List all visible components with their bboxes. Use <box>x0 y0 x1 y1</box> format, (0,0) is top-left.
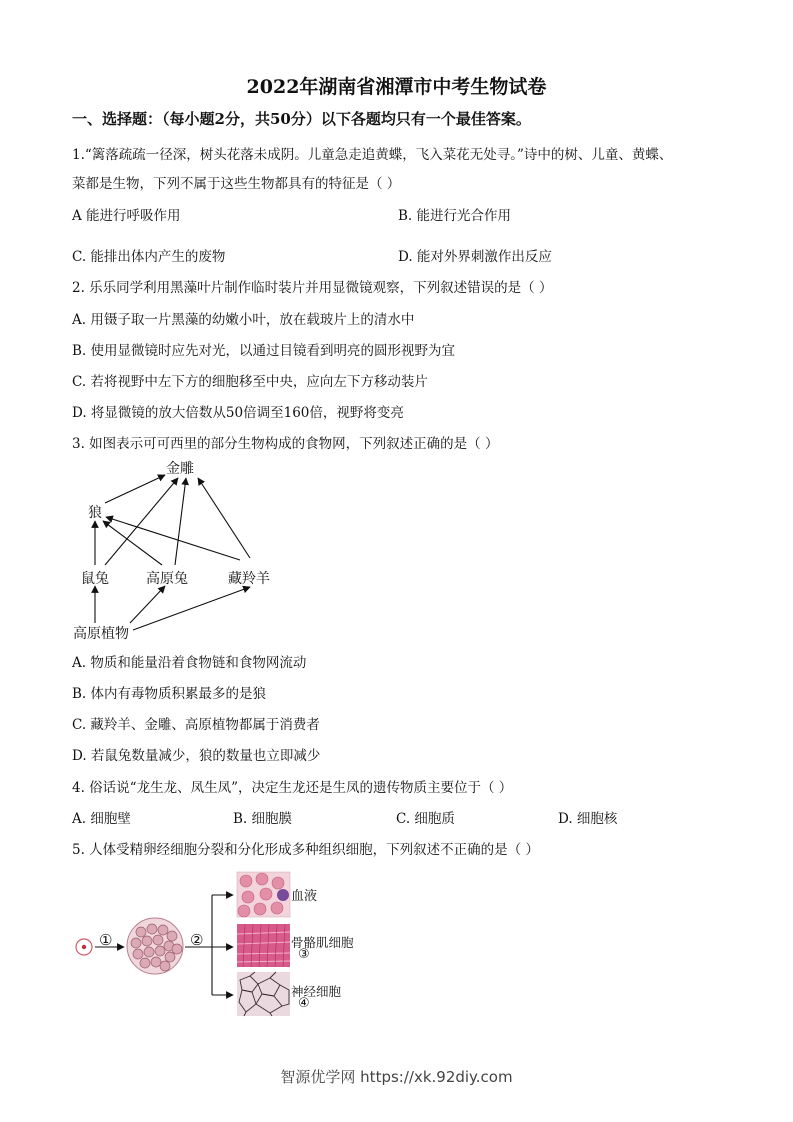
q4-stem: 4. 俗话说“龙生龙、凤生凤”，决定生龙还是生凤的遗传物质主要位于（ ） <box>72 780 513 796</box>
muscle-label: 骨骼肌细胞 <box>291 935 354 950</box>
q4-option-d: D. 细胞核 <box>558 811 618 827</box>
q4-option-c: C. 细胞质 <box>396 811 455 827</box>
muscle-tissue-image <box>237 924 290 967</box>
page-title: 2022年湖南省湘潭市中考生物试卷 <box>246 76 547 98</box>
q2-stem: 2. 乐乐同学利用黑藻叶片制作临时装片并用显微镜观察，下列叙述错误的是（ ） <box>72 280 553 296</box>
cell-cluster <box>127 918 183 974</box>
q3-option-d: D. 若鼠兔数量减少，狼的数量也立即减少 <box>72 748 321 764</box>
nerve-label: 神经细胞 <box>291 984 342 999</box>
zygote-cell <box>76 939 92 955</box>
q3-option-c: C. 藏羚羊、金雕、高原植物都属于消费者 <box>72 717 320 733</box>
q2-option-b: B. 使用显微镜时应先对光，以通过目镜看到明亮的圆形视野为宜 <box>72 343 456 359</box>
blood-label: 血液 <box>291 889 318 904</box>
q4-option-a: A. 细胞壁 <box>72 811 131 827</box>
q2-option-a: A. 用镊子取一片黑藻的幼嫩小叶，放在载玻片上的清水中 <box>72 312 415 328</box>
q1-option-a: A 能进行呼吸作用 <box>72 208 181 224</box>
blood-tissue-image <box>237 872 290 917</box>
step-1-label: ① <box>99 931 113 949</box>
q5-stem: 5. 人体受精卵经细胞分裂和分化形成多种组织细胞，下列叙述不正确的是（ ） <box>72 842 539 858</box>
nerve-number-label: ④ <box>298 996 310 1011</box>
food-web-plant: 高原植物 <box>73 626 129 642</box>
q3-stem: 3. 如图表示可可西里的部分生物构成的食物网，下列叙述正确的是（ ） <box>72 436 499 452</box>
food-web-wolf: 狼 <box>88 505 102 521</box>
q1-option-d: D. 能对外界刺激作出反应 <box>398 249 552 265</box>
nerve-tissue-image <box>237 972 290 1016</box>
step-2-label: ② <box>190 931 204 949</box>
q3-option-a: A. 物质和能量沿着食物链和食物网流动 <box>72 655 307 671</box>
q2-option-d: D. 将显微镜的放大倍数从50倍调至160倍，视野将变亮 <box>72 405 404 421</box>
q1-option-c: C. 能排出体内产生的废物 <box>72 249 226 265</box>
q1-option-b: B. 能进行光合作用 <box>398 208 512 224</box>
page-footer-watermark: 智源优学网 https://xk.92diy.com <box>280 1068 513 1086</box>
q1-stem-line2: 菜都是生物，下列不属于这些生物都具有的特征是（ ） <box>72 176 401 192</box>
food-web-hare: 高原兔 <box>146 571 188 587</box>
food-web-antelope: 藏羚羊 <box>228 571 270 587</box>
q4-option-b: B. 细胞膜 <box>233 811 293 827</box>
q1-stem-line1: 1.“篱落疏疏一径深，树头花落未成阴。儿童急走追黄蝶，飞入菜花无处寻。”诗中的树、儿童、黄蝶、 <box>72 147 673 163</box>
section-heading: 一、选择题：（每小题2分，共50分）以下各题均只有一个最佳答案。 <box>72 110 531 128</box>
q2-option-c: C. 若将视野中左下方的细胞移至中央，应向左下方移动装片 <box>72 374 428 390</box>
food-web-pika: 鼠兔 <box>81 571 109 587</box>
food-web-eagle: 金雕 <box>166 461 194 477</box>
q3-option-b: B. 体内有毒物质积累最多的是狼 <box>72 686 267 702</box>
muscle-number-label: ③ <box>298 947 310 962</box>
